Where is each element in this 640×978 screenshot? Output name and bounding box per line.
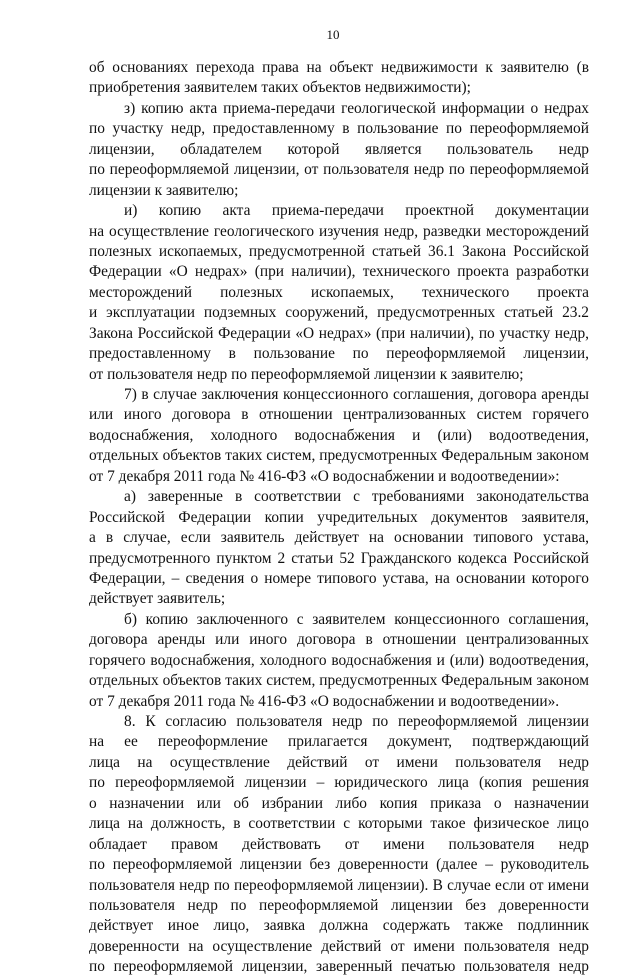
text-line: или иного договора в отношении централизованных систем горячего xyxy=(89,406,589,424)
text-line: действует заявитель; xyxy=(89,590,226,608)
text-line: от пользователя недр по переоформляемой лицензии к заявителю; xyxy=(89,365,524,383)
text-line: 7) в случае заключения концессионного соглашения, договора аренды xyxy=(124,386,589,403)
text-line: приобретения заявителем таких объектов недвижимости); xyxy=(89,79,471,97)
text-line: действует иное лицо, заявка должна содержать также подлинник xyxy=(89,917,589,935)
text-line: Российской Федерации копии учредительных документов заявителя, xyxy=(89,508,589,526)
text-line: обладает правом действовать от имени пользователя недр xyxy=(89,835,589,853)
text-line: договора аренды или иного договора в отношении централизованных xyxy=(89,631,589,649)
text-line: пользователя недр по переоформляемой лицензии без доверенности xyxy=(89,896,589,914)
text-line: по переоформляемой лицензии, от пользователя недр по переоформляемой xyxy=(89,161,589,179)
text-line: по участку недр, предоставленному в пользование по переоформляемой xyxy=(89,120,589,138)
text-line: з) копию акта приема-передачи геологической информации о недрах xyxy=(124,99,589,117)
text-line: 8. К согласию пользователя недр по переоформляемой лицензии xyxy=(124,713,589,730)
page-number: 10 xyxy=(326,27,340,42)
text-line: отдельных объектов таких систем, предусмотренных Федеральным законом xyxy=(89,447,589,465)
text-line: и) копию акта приема-передачи проектной документации xyxy=(124,202,589,220)
text-line: полезных ископаемых, предусмотренной статьей 36.1 Закона Российской xyxy=(89,242,589,260)
text-line: доверенности на осуществление действий от имени пользователя недр xyxy=(89,937,589,955)
text-line: от 7 декабря 2011 года № 416-ФЗ «О водоснабжении и водоотведении». xyxy=(89,692,560,710)
text-line: Федерации «О недрах» (при наличии), технического проекта разработки xyxy=(89,263,589,281)
text-line: лица на осуществление действий от имени пользователя недр xyxy=(89,753,589,771)
text-line: предоставленному в пользование по переоформляемой лицензии, xyxy=(89,345,589,363)
text-line: на ее переоформление прилагается документ, подтверждающий xyxy=(89,733,589,751)
text-line: лица на должность, в соответствии с которыми такое физическое лицо xyxy=(89,815,589,833)
text-line: по переоформляемой лицензии без доверенности (далее – руководитель xyxy=(89,856,589,874)
text-line: лицензии, обладателем которой является пользователь недр xyxy=(89,140,589,158)
text-line: лицензии к заявителю; xyxy=(89,181,239,199)
text-line: а) заверенные в соответствии с требованиями законодательства xyxy=(124,488,589,506)
document-body xyxy=(89,58,589,978)
text-line: по переоформляемой лицензии – юридического лица (копия решения xyxy=(89,774,589,792)
text-line: об основаниях перехода права на объект недвижимости к заявителю (в xyxy=(89,59,589,76)
text-line: по переоформляемой лицензии, заверенный печатью пользователя недр xyxy=(89,958,589,976)
text-line: на осуществление геологического изучения недр, разведки месторождений xyxy=(89,222,589,240)
text-line: от 7 декабря 2011 года № 416-ФЗ «О водоснабжении и водоотведении»: xyxy=(89,467,560,485)
text-line: а в случае, если заявитель действует на основании типового устава, xyxy=(89,529,589,547)
text-line: месторождений полезных ископаемых, технического проекта xyxy=(89,283,589,301)
text-line: горячего водоснабжения, холодного водоснабжения и (или) водоотведения, xyxy=(89,651,589,669)
text-line: Закона Российской Федерации «О недрах» (при наличии), по участку недр, xyxy=(89,324,589,342)
text-line: пользователя недр по переоформляемой лицензии). В случае если от имени xyxy=(89,876,589,894)
text-line: предусмотренного пунктом 2 статьи 52 Гражданского кодекса Российской xyxy=(89,549,589,567)
text-line: б) копию заключенного с заявителем концессионного соглашения, xyxy=(124,610,589,628)
text-line: о назначении или об избрании либо копия приказа о назначении xyxy=(89,794,589,812)
text-line: водоснабжения, холодного водоснабжения и (или) водоотведения, xyxy=(89,426,589,444)
text-line: Федерации, – сведения о номере типового устава, на основании которого xyxy=(89,569,589,587)
text-line: отдельных объектов таких систем, предусмотренных Федеральным законом xyxy=(89,672,589,690)
text-line: и эксплуатации подземных сооружений, предусмотренных статьей 23.2 xyxy=(89,304,589,322)
